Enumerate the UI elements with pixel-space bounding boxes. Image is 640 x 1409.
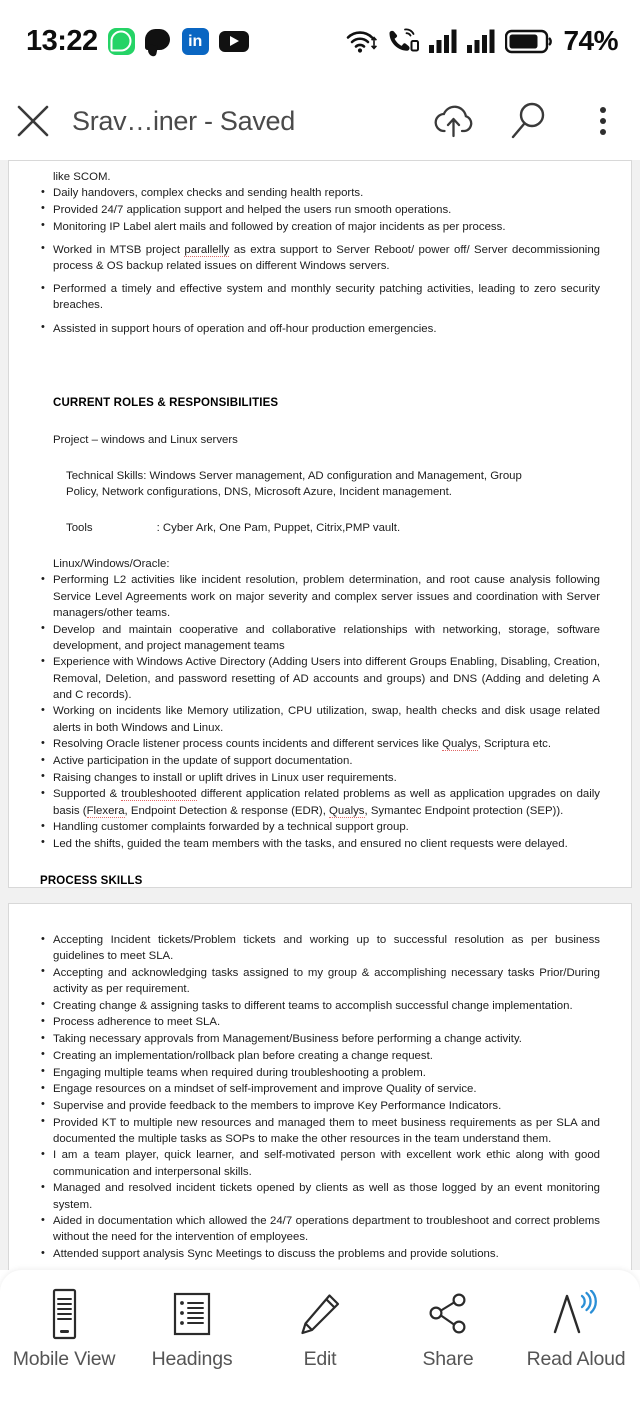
app-toolbar [0,82,640,160]
spellcheck-word: troubleshooted [121,788,197,801]
status-clock: 13:22 [26,24,98,57]
read-aloud-label: Read Aloud [526,1348,626,1370]
read-aloud-icon [549,1290,603,1338]
list-item: • Led the shifts, guided the team members with the tasks, and ensured no client requests were delayed. [40,836,600,852]
document-page-2 [8,903,632,1270]
more-options-button[interactable] [566,107,640,135]
bullet-list-responsibilities [40,572,600,852]
battery-icon [505,29,552,54]
cloud-upload-icon [431,100,479,142]
document-scroll-area[interactable] [0,160,640,1270]
list-item-text-pre: Resolving Oracle listener process counts incidents and different services like [53,738,443,751]
list-item-text-c: , Endpoint Detection & response (EDR), [124,804,330,817]
headings-icon [168,1290,216,1338]
technical-skills-line-1 [40,468,600,484]
share-label: Share [422,1348,474,1370]
spellcheck-word: Flexera [86,804,125,817]
paragraph-spacer [40,853,600,873]
vowifi-call-icon [386,28,420,54]
list-item: • Attended support analysis Sync Meetings to discuss the problems and provide solutions. [40,1246,600,1262]
tools-label: Tools [66,522,93,535]
paragraph-spacer [40,412,600,432]
section-heading-current-roles: CURRENT ROLES & RESPONSIBILITIES [53,397,279,410]
list-item [40,242,600,274]
paragraph-spacer [40,337,600,375]
list-item: • Performed a timely and effective system and monthly security patching activities, leading to zero security breaches. [40,281,600,313]
status-bar-left [26,25,249,58]
youtube-icon [219,31,249,52]
list-item: • Daily handovers, complex checks and sending health reports. [40,185,600,201]
list-item: • Accepting Incident tickets/Problem tickets and working up to successful resolution as per business guidelines to meet SLA. [40,932,600,964]
list-item: • Assisted in support hours of operation and off-hour production emergencies. [40,321,600,337]
spellcheck-word: Qualys [329,804,365,817]
continued-text-line: like SCOM. [53,171,111,183]
list-item: • Working on incidents like Memory utilization, CPU utilization, swap, health checks and disk usage related alerts in both Windows and Linux. [40,703,600,735]
list-item: • Supervise and provide feedback to the members to improve Key Performance Indicators. [40,1098,600,1114]
bullet-list-top [40,185,600,337]
list-item: • Raising changes to install or uplift drives in Linux user requirements. [40,770,600,786]
list-item: • Handling customer complaints forwarded by a technical support group. [40,819,600,835]
upload-to-cloud-button[interactable] [418,100,492,142]
close-icon [14,102,52,140]
list-item: • Accepting and acknowledging tasks assigned to my group & accomplishing necessary tasks Prior/During activity as per requirement. [40,965,600,997]
search-icon [507,99,551,143]
list-item-text-a: Supported & [53,788,122,801]
list-item-text-post: as extra support to Server Reboot/ power off/ Server decommissioning process & OS backup related issues on different Windows servers. [53,243,600,272]
list-item-text-pre: Worked in MTSB project [53,243,185,256]
list-item-text-post: , Scriptura etc. [477,738,552,751]
spellcheck-word: Qualys [442,738,478,751]
list-item: • Managed and resolved incident tickets opened by clients as well as those logged by an event monitoring system. [40,1180,600,1212]
list-item [40,786,600,818]
wifi-icon [346,28,377,54]
search-button[interactable] [492,99,566,143]
list-item-text-b: different application related problems as well as application upgrades on daily basis ( [53,788,600,817]
paragraph-spacer [40,448,600,468]
document-title: Srav…iner - Saved [72,105,295,136]
headings-button[interactable] [128,1290,256,1371]
section-heading-process-skills: PROCESS SKILLS [40,874,143,887]
battery-percent-label: 74% [563,25,618,56]
paragraph-spacer [40,536,600,556]
bottom-toolbar [0,1270,640,1409]
mobile-view-icon [42,1290,86,1338]
list-item: • Provided 24/7 application support and helped the users run smooth operations. [40,202,600,218]
tools-value: : Cyber Ark, One Pam, Puppet, Citrix,PMP vault. [156,522,401,535]
list-item: • Process adherence to meet SLA. [40,1014,600,1030]
document-page-1 [8,160,632,888]
list-item: • Creating an implementation/rollback plan before creating a change request. [40,1048,600,1064]
list-item: • Creating change & assigning tasks to different teams to accomplish successful change implementation. [40,998,600,1014]
mobile-view-label: Mobile View [12,1348,116,1370]
page-1-content [40,169,600,889]
page-2-content [40,932,600,1262]
list-item: • Provided KT to multiple new resources and managed them to meet business requirements as per SLA and documented the multiple tasks as SOPs to make the other resources in the team understand them. [40,1115,600,1147]
spellcheck-word: parallelly [184,243,230,256]
list-item: • I am a team player, quick learner, and self-motivated person with excellent work ethic along with good communication and interpersonal skills. [40,1147,600,1179]
chat-bubble-icon [145,29,172,54]
linkedin-icon: in [182,28,209,55]
read-aloud-button[interactable] [512,1290,640,1371]
signal-bars-sim2-icon [467,29,496,53]
headings-label: Headings [151,1348,233,1370]
technical-skills-line-2: Policy, Network configurations, DNS, Microsoft Azure, Incident management. [66,485,452,498]
list-item-text-d: , Symantec Endpoint protection (SEP)). [364,804,564,817]
list-item: • Aided in documentation which allowed the 24/7 operations department to troubleshoot and correct problems without the need for the intervention of employees. [40,1213,600,1245]
mobile-view-button[interactable] [0,1290,128,1371]
paragraph-spacer [40,500,600,520]
signal-bars-sim1-icon [429,29,458,53]
list-item [40,736,600,752]
list-item: • Experience with Windows Active Directory (Adding Users into different Groups Enabling, Disabling, Creation, Removal, Deletion, and password resetting of AD accounts and groups) and DNS (Adding and deleting A and C records). [40,654,600,703]
technical-skills-text-a: Technical Skills: Windows Server management, AD configuration and Management, Group [66,469,522,482]
bullet-list-process-skills [40,932,600,1262]
status-bar-right [346,25,618,57]
edit-label: Edit [303,1348,337,1370]
edit-button[interactable] [256,1290,384,1371]
share-icon [424,1290,472,1338]
list-item: • Active participation in the update of support documentation. [40,753,600,769]
stack-line: Linux/Windows/Oracle: [53,558,170,571]
list-item: • Monitoring IP Label alert mails and followed by creation of major incidents as per process. [40,219,600,235]
list-item: • Develop and maintain cooperative and collaborative relationships with networking, storage, software development, and project management teams [40,622,600,654]
kebab-menu-icon [600,107,606,135]
project-line: Project – windows and Linux servers [53,433,238,446]
whatsapp-icon [108,28,135,55]
list-item: • Taking necessary approvals from Management/Business before performing a change activity. [40,1031,600,1047]
paragraph-spacer [40,375,600,395]
tools-line [40,520,600,536]
list-item: • Engage resources on a mindset of self-improvement and improve Quality of service. [40,1081,600,1097]
list-item: • Engaging multiple teams when required during troubleshooting a problem. [40,1065,600,1081]
edit-pencil-icon [296,1290,344,1338]
status-bar [0,0,640,82]
list-item: • Performing L2 activities like incident resolution, problem determination, and root cause analysis following Service Level Agreements work on major severity and complex server issues and coordination with Server managers/other teams. [40,572,600,621]
share-button[interactable] [384,1290,512,1371]
close-button[interactable] [0,102,66,140]
